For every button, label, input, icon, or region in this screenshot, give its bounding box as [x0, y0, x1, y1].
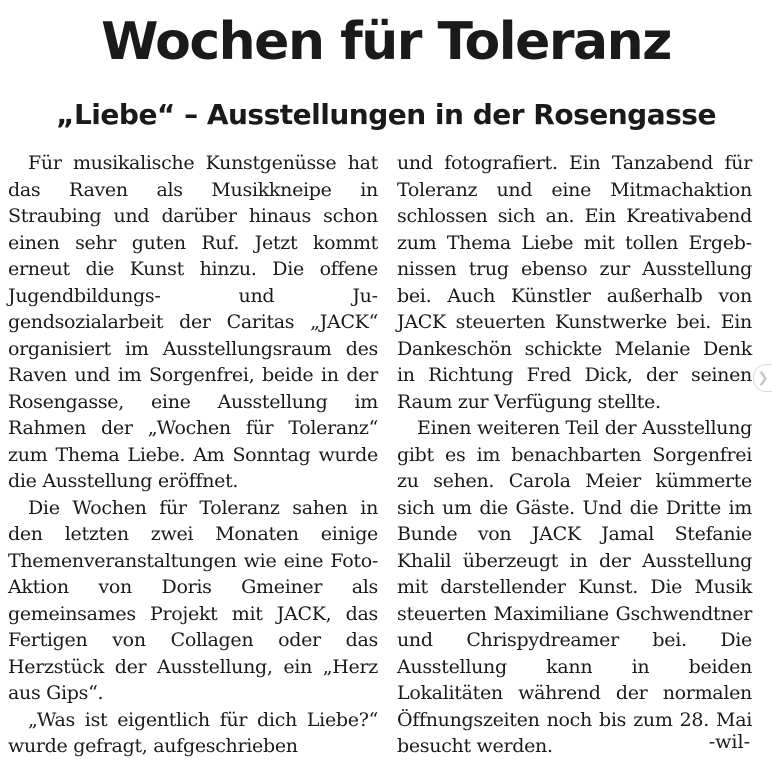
paragraph-continuation: und fotografiert. Ein Tanzabend für Toleranz und eine Mitmachaktion schlossen sich an. Ein Kreativabend zum Thema Liebe mit tollen Ergebnissen trug ebenso zur Ausstellung bei. Auch Künstler außerhalb von JACK steuerten Kunstwerke bei. Ein Dankeschön schickte Melanie Denk in Richtung Fred Dick, der seinen Raum zur Verfügung stellte.: [397, 152, 752, 413]
author-signoff: -wil-: [708, 731, 750, 753]
paragraph-question: „Was ist eigentlich für dich Liebe?“ wurde gefragt, aufgeschrieben: [8, 708, 378, 757]
subheadline: „Liebe“ – Ausstellungen in der Rosengasse: [56, 98, 716, 131]
next-page-arrow[interactable]: [753, 364, 772, 392]
paragraph-sorgenfrei: Einen weiteren Teil der Ausstellung gibt es im benachbarten Sorgenfrei zu sehen. Carola Meier kümmerte sich um die Gäste. Und die Dritte im Bunde von JACK Jamal Stefanie Khalil überzeugt in der Ausstellung mit darstellender Kunst. Die Musik steuerten Maximiliane Gschwendtner und Chrispydreamer bei. Die Ausstellung kann in beiden Lokalitäten während der normalen Öffnungszeiten noch bis zum 28. Mai besucht werden.: [397, 417, 752, 757]
chevron-right-icon: ❯: [757, 370, 769, 386]
column-left: [8, 150, 378, 760]
column-right: [397, 150, 752, 760]
headline: Wochen für Toleranz: [101, 12, 671, 72]
paragraph-intro: Für musikalische Kunstgenüsse hat das Raven als Musikkneipe in Straubing und darüber hinaus schon einen sehr guten Ruf. Jetzt kommt erneut die Kunst hinzu. Die offene Jugendbildungs- und Jugendsozialarbeit der Caritas „JACK“ organisiert im Ausstellungsraum des Raven und im Sorgenfrei, beide in der Rosengasse, eine Ausstellung im Rahmen der „Wochen für Toleranz“ zum Thema Liebe. Am Sonntag wurde die Ausstellung eröffnet.: [8, 152, 378, 492]
paragraph-events: Die Wochen für Toleranz sahen in den letzten zwei Monaten einige Themenveranstaltungen wie eine Foto-Aktion von Doris Gmeiner als gemeinsames Projekt mit JACK, das Fertigen von Collagen oder das Herzstück der Ausstellung, ein „Herz aus Gips“.: [8, 496, 378, 704]
